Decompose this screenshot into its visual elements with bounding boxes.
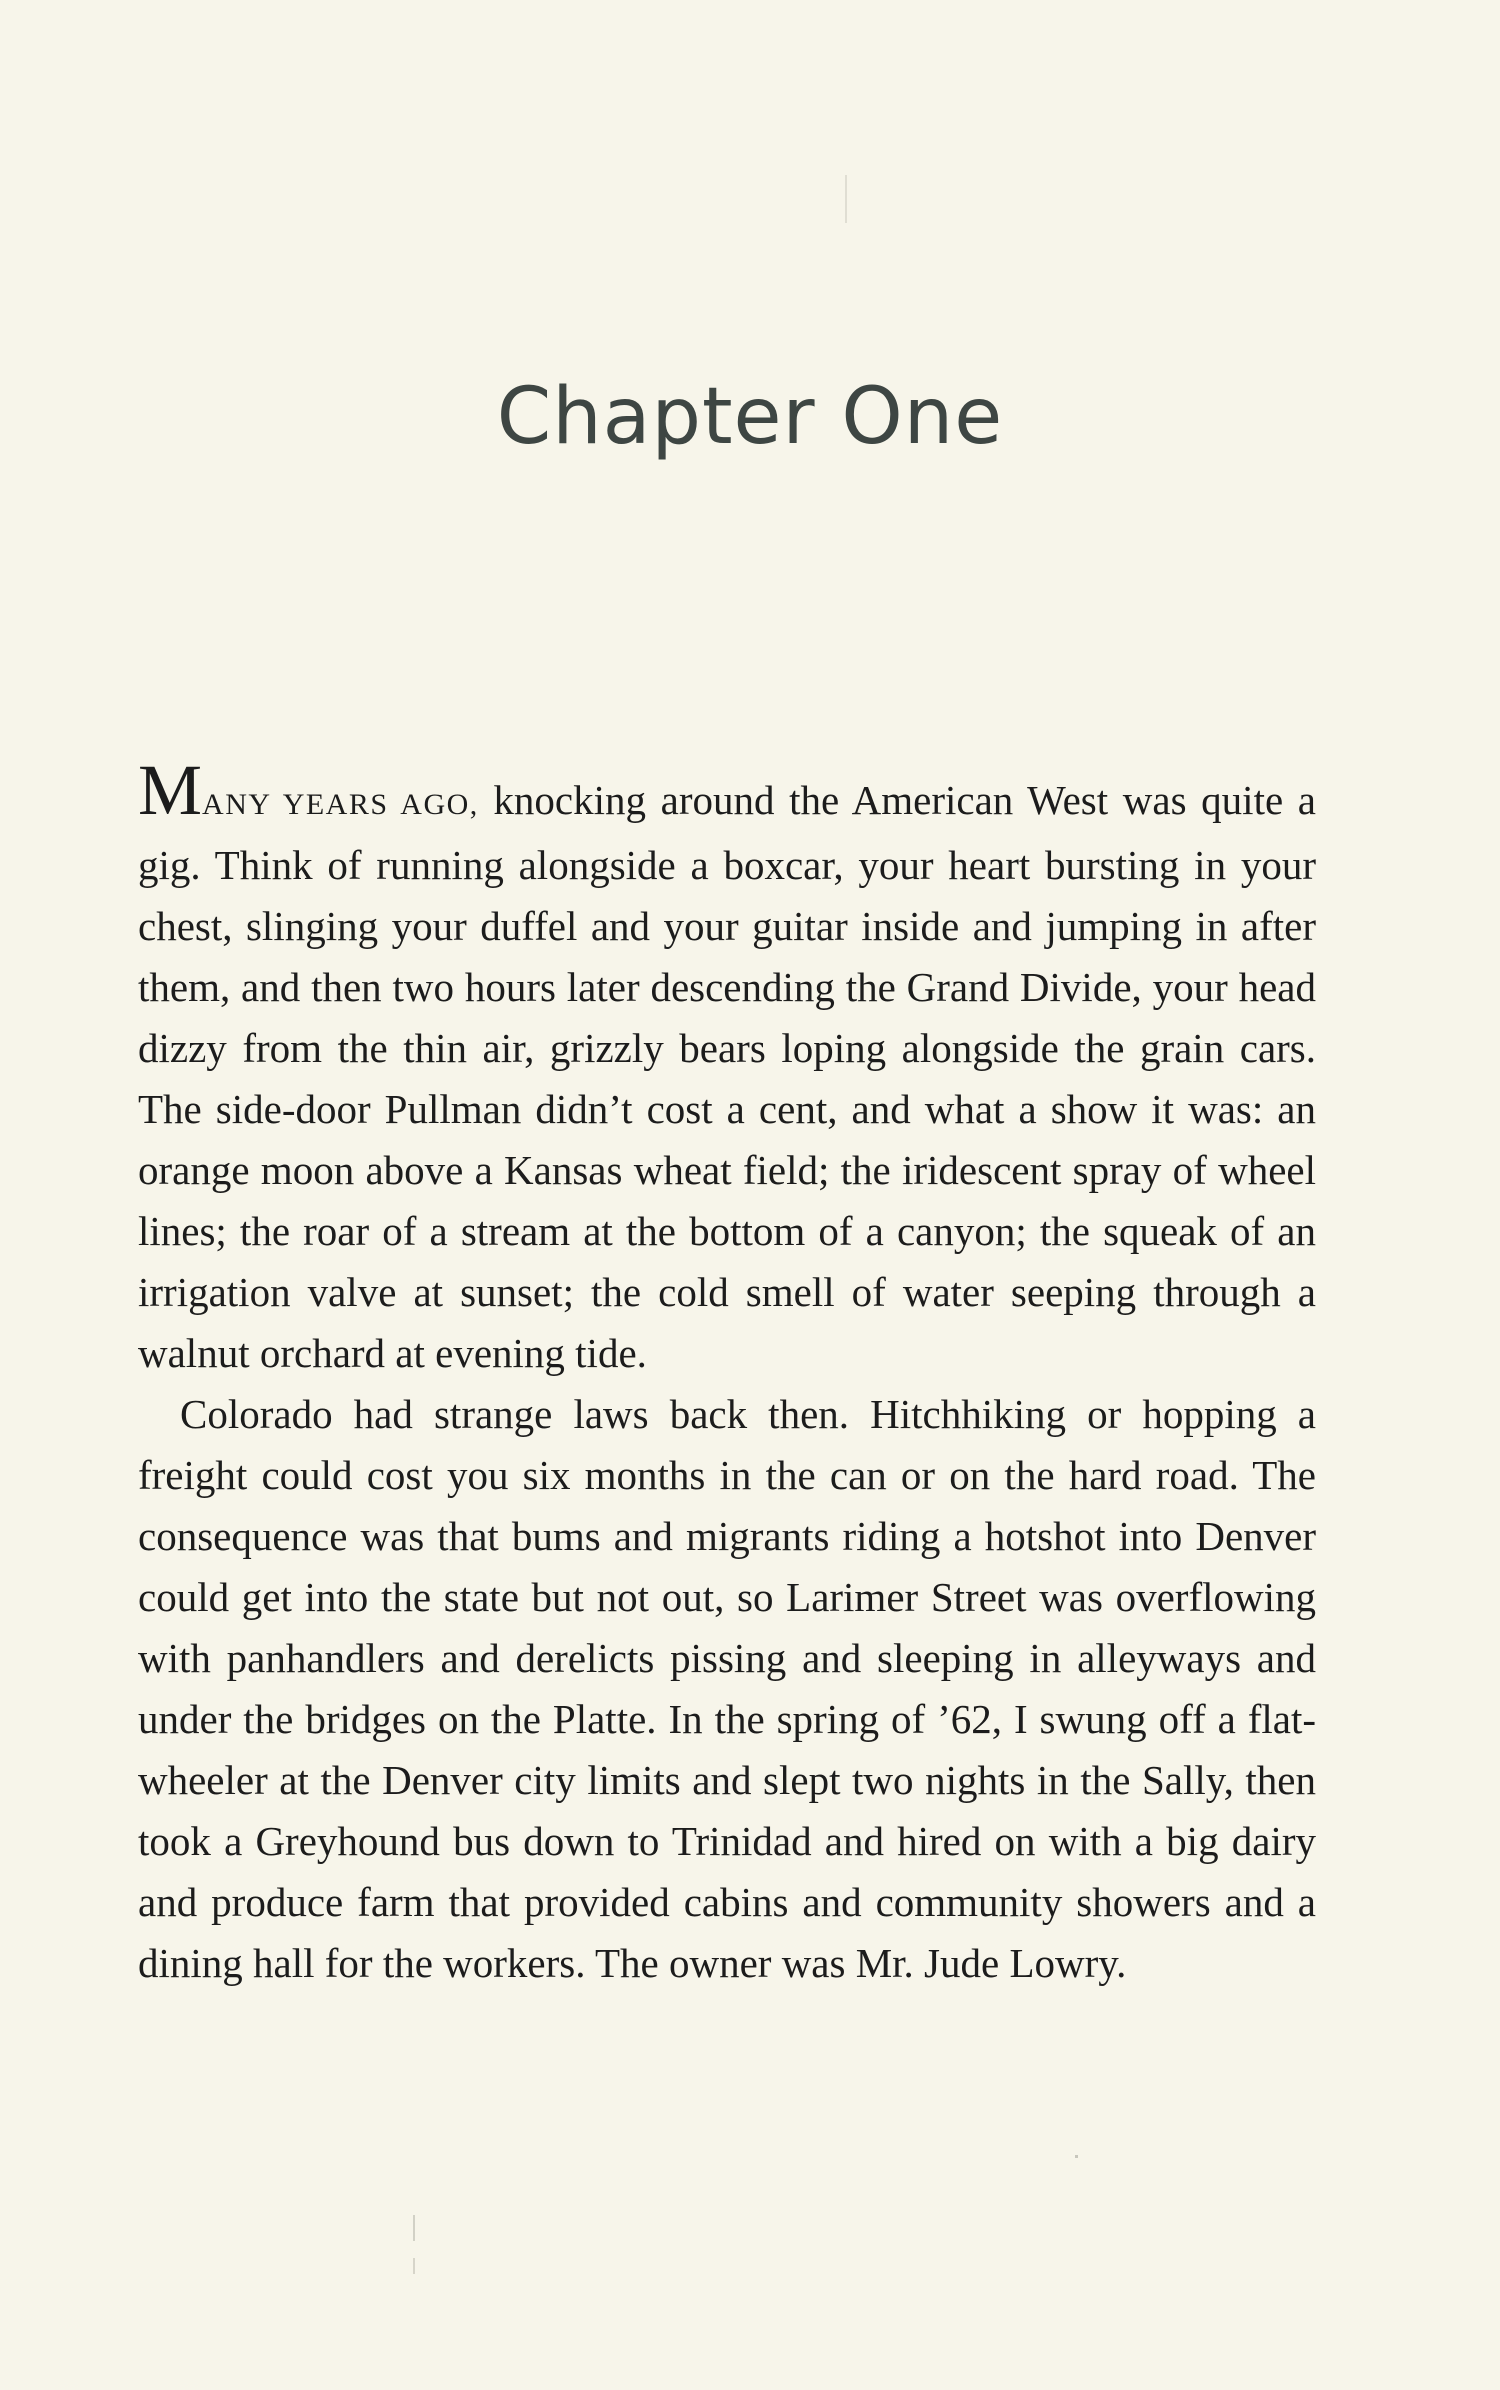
paragraph-2 (138, 1384, 1316, 1994)
small-caps-opening: ANY YEARS AGO, (202, 788, 479, 821)
drop-cap: M (138, 750, 203, 830)
chapter-title: Chapter One (496, 372, 1004, 462)
scan-speck (845, 175, 847, 223)
paragraph-1 (138, 750, 1316, 1384)
paragraph-2-text: Colorado had strange laws back then. Hitchhiking or hopping a freight could cost you six months in the can or on the hard road. The consequence was that bums and migrants riding a hotshot into Denver could get into the state but not out, so Larimer Street was overflowing with panhandlers and derelicts pissing and sleeping in alleyways and under the bridges on the Platte. In the spring of ’62, I swung off a flat-wheeler at the Denver city limits and slept two nights in the Sally, then took a Greyhound bus down to Trinidad and hired on with a big dairy and produce farm that provided cabins and community showers and a dining hall for the workers. The owner was Mr. Jude Lowry. (138, 1391, 1316, 1986)
paragraph-1-text: knocking around the American West was quite a gig. Think of running alongside a boxcar, your heart bursting in your chest, slinging your duffel and your guitar inside and jumping in after them, and then two hours later descending the Grand Divide, your head dizzy from the thin air, grizzly bears loping alongside the grain cars. The side-door Pullman didn’t cost a cent, and what a show it was: an orange moon above a Kansas wheat field; the iridescent spray of wheel lines; the roar of a stream at the bottom of a canyon; the squeak of an irrigation valve at sunset; the cold smell of water seeping through a walnut orchard at evening tide. (138, 777, 1316, 1376)
scan-speck (413, 2215, 415, 2241)
scan-speck (1075, 2155, 1078, 2158)
chapter-body (138, 750, 1316, 1994)
scan-speck (413, 2258, 415, 2274)
